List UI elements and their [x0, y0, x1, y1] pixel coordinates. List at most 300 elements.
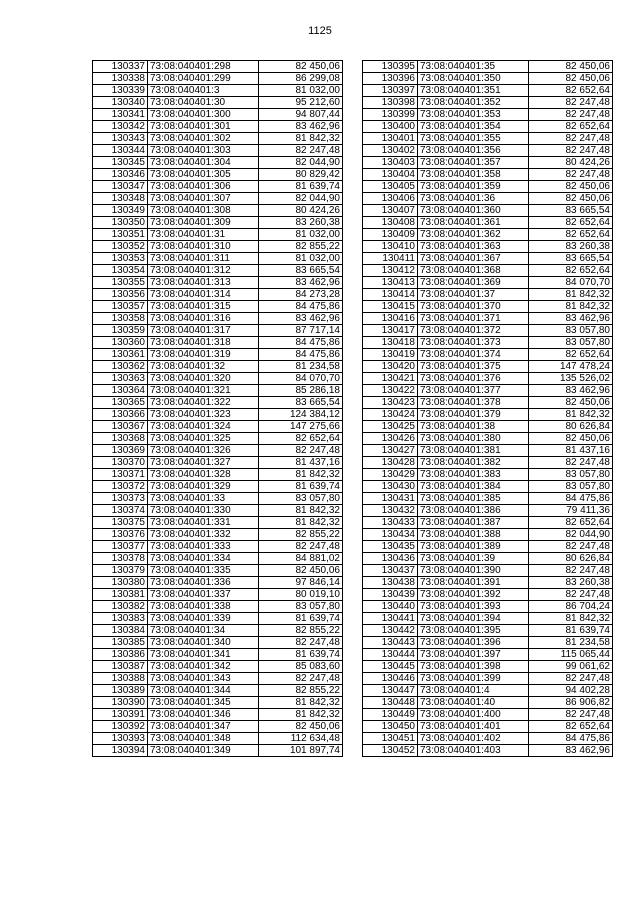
row-number-cell: 130440: [363, 601, 418, 613]
row-number-cell: 130421: [363, 373, 418, 385]
value-cell: 81 842,32: [259, 469, 343, 481]
cadastral-number-cell: 73:08:040401:306: [148, 181, 259, 193]
table-row: [363, 733, 613, 745]
row-number-cell: 130437: [363, 565, 418, 577]
cadastral-number-cell: 73:08:040401:31: [148, 229, 259, 241]
cadastral-number-cell: 73:08:040401:304: [148, 157, 259, 169]
row-number-cell: 130370: [93, 457, 148, 469]
table-row: [363, 481, 613, 493]
row-number-cell: 130337: [93, 61, 148, 73]
cadastral-number-cell: 73:08:040401:298: [148, 61, 259, 73]
cadastral-number-cell: 73:08:040401:313: [148, 277, 259, 289]
cadastral-number-cell: 73:08:040401:309: [148, 217, 259, 229]
row-number-cell: 130443: [363, 637, 418, 649]
value-cell: 94 402,28: [529, 685, 613, 697]
row-number-cell: 130349: [93, 205, 148, 217]
row-number-cell: 130339: [93, 85, 148, 97]
cadastral-number-cell: 73:08:040401:379: [418, 409, 529, 421]
cadastral-number-cell: 73:08:040401:370: [418, 301, 529, 313]
row-number-cell: 130382: [93, 601, 148, 613]
value-cell: 84 475,86: [259, 349, 343, 361]
value-cell: 81 842,32: [259, 697, 343, 709]
value-cell: 82 247,48: [259, 673, 343, 685]
value-cell: 80 019,10: [259, 589, 343, 601]
table-row: [93, 469, 343, 481]
row-number-cell: 130427: [363, 445, 418, 457]
value-cell: 83 462,96: [259, 121, 343, 133]
value-cell: 87 717,14: [259, 325, 343, 337]
table-row: [93, 505, 343, 517]
table-row: [363, 241, 613, 253]
row-number-cell: 130393: [93, 733, 148, 745]
value-cell: 81 842,32: [259, 505, 343, 517]
value-cell: 81 437,16: [529, 445, 613, 457]
value-cell: 124 384,12: [259, 409, 343, 421]
row-number-cell: 130358: [93, 313, 148, 325]
row-number-cell: 130365: [93, 397, 148, 409]
table-row: [363, 85, 613, 97]
value-cell: 82 652,64: [529, 265, 613, 277]
cadastral-number-cell: 73:08:040401:4: [418, 685, 529, 697]
value-cell: 82 247,48: [259, 445, 343, 457]
value-cell: 83 260,38: [529, 577, 613, 589]
value-cell: 82 247,48: [529, 169, 613, 181]
cadastral-number-cell: 73:08:040401:325: [148, 433, 259, 445]
value-cell: 82 652,64: [529, 85, 613, 97]
cadastral-number-cell: 73:08:040401:305: [148, 169, 259, 181]
cadastral-number-cell: 73:08:040401:358: [418, 169, 529, 181]
value-cell: 80 626,84: [529, 553, 613, 565]
table-row: [363, 289, 613, 301]
row-number-cell: 130434: [363, 529, 418, 541]
row-number-cell: 130431: [363, 493, 418, 505]
table-row: [93, 673, 343, 685]
row-number-cell: 130359: [93, 325, 148, 337]
table-row: [93, 517, 343, 529]
row-number-cell: 130378: [93, 553, 148, 565]
cadastral-number-cell: 73:08:040401:382: [418, 457, 529, 469]
table-row: [93, 685, 343, 697]
table-row: [363, 625, 613, 637]
cadastral-number-cell: 73:08:040401:362: [418, 229, 529, 241]
table-row: [93, 349, 343, 361]
row-number-cell: 130363: [93, 373, 148, 385]
table-row: [363, 673, 613, 685]
table-row: [363, 565, 613, 577]
value-cell: 81 639,74: [259, 649, 343, 661]
row-number-cell: 130429: [363, 469, 418, 481]
row-number-cell: 130416: [363, 313, 418, 325]
value-cell: 81 639,74: [259, 613, 343, 625]
value-cell: 81 032,00: [259, 85, 343, 97]
value-cell: 81 842,32: [529, 613, 613, 625]
row-number-cell: 130399: [363, 109, 418, 121]
row-number-cell: 130402: [363, 145, 418, 157]
cadastral-number-cell: 73:08:040401:34: [148, 625, 259, 637]
cadastral-number-cell: 73:08:040401:337: [148, 589, 259, 601]
cadastral-number-cell: 73:08:040401:328: [148, 469, 259, 481]
row-number-cell: 130352: [93, 241, 148, 253]
row-number-cell: 130361: [93, 349, 148, 361]
table-row: [93, 745, 343, 757]
cadastral-number-cell: 73:08:040401:332: [148, 529, 259, 541]
row-number-cell: 130389: [93, 685, 148, 697]
value-cell: 85 083,60: [259, 661, 343, 673]
value-cell: 82 652,64: [529, 217, 613, 229]
row-number-cell: 130342: [93, 121, 148, 133]
table-row: [363, 589, 613, 601]
cadastral-number-cell: 73:08:040401:320: [148, 373, 259, 385]
cadastral-number-cell: 73:08:040401:388: [418, 529, 529, 541]
row-number-cell: 130388: [93, 673, 148, 685]
row-number-cell: 130373: [93, 493, 148, 505]
cadastral-number-cell: 73:08:040401:375: [418, 361, 529, 373]
cadastral-number-cell: 73:08:040401:348: [148, 733, 259, 745]
register-table-right: [362, 60, 613, 757]
table-row: [363, 529, 613, 541]
table-row: [93, 649, 343, 661]
cadastral-number-cell: 73:08:040401:32: [148, 361, 259, 373]
row-number-cell: 130386: [93, 649, 148, 661]
row-number-cell: 130345: [93, 157, 148, 169]
cadastral-number-cell: 73:08:040401:386: [418, 505, 529, 517]
value-cell: 83 260,38: [259, 217, 343, 229]
table-row: [363, 61, 613, 73]
cadastral-number-cell: 73:08:040401:339: [148, 613, 259, 625]
table-row: [93, 169, 343, 181]
table-row: [363, 205, 613, 217]
row-number-cell: 130392: [93, 721, 148, 733]
table-row: [363, 553, 613, 565]
cadastral-number-cell: 73:08:040401:311: [148, 253, 259, 265]
value-cell: 82 855,22: [259, 529, 343, 541]
value-cell: 81 842,32: [529, 409, 613, 421]
cadastral-number-cell: 73:08:040401:40: [418, 697, 529, 709]
table-row: [363, 445, 613, 457]
table-row: [363, 145, 613, 157]
cadastral-number-cell: 73:08:040401:357: [418, 157, 529, 169]
table-row: [93, 193, 343, 205]
table-row: [93, 181, 343, 193]
value-cell: 84 475,86: [259, 337, 343, 349]
table-row: [363, 493, 613, 505]
value-cell: 80 424,26: [529, 157, 613, 169]
value-cell: 82 247,48: [529, 709, 613, 721]
table-row: [363, 469, 613, 481]
cadastral-number-cell: 73:08:040401:326: [148, 445, 259, 457]
value-cell: 82 247,48: [529, 541, 613, 553]
value-cell: 97 846,14: [259, 577, 343, 589]
table-row: [93, 301, 343, 313]
value-cell: 81 639,74: [259, 181, 343, 193]
row-number-cell: 130419: [363, 349, 418, 361]
row-number-cell: 130338: [93, 73, 148, 85]
value-cell: 94 807,44: [259, 109, 343, 121]
row-number-cell: 130406: [363, 193, 418, 205]
cadastral-number-cell: 73:08:040401:341: [148, 649, 259, 661]
row-number-cell: 130424: [363, 409, 418, 421]
cadastral-number-cell: 73:08:040401:346: [148, 709, 259, 721]
cadastral-number-cell: 73:08:040401:361: [418, 217, 529, 229]
table-row: [363, 121, 613, 133]
row-number-cell: 130449: [363, 709, 418, 721]
cadastral-number-cell: 73:08:040401:324: [148, 421, 259, 433]
cadastral-number-cell: 73:08:040401:36: [418, 193, 529, 205]
cadastral-number-cell: 73:08:040401:367: [418, 253, 529, 265]
table-row: [93, 589, 343, 601]
value-cell: 86 704,24: [529, 601, 613, 613]
table-row: [363, 421, 613, 433]
value-cell: 83 462,96: [529, 313, 613, 325]
cadastral-number-cell: 73:08:040401:376: [418, 373, 529, 385]
cadastral-number-cell: 73:08:040401:317: [148, 325, 259, 337]
row-number-cell: 130428: [363, 457, 418, 469]
value-cell: 83 665,54: [259, 265, 343, 277]
cadastral-number-cell: 73:08:040401:347: [148, 721, 259, 733]
table-row: [363, 745, 613, 757]
value-cell: 83 665,54: [529, 205, 613, 217]
row-number-cell: 130430: [363, 481, 418, 493]
row-number-cell: 130343: [93, 133, 148, 145]
table-row: [363, 433, 613, 445]
table-row: [363, 313, 613, 325]
value-cell: 80 424,26: [259, 205, 343, 217]
row-number-cell: 130371: [93, 469, 148, 481]
row-number-cell: 130395: [363, 61, 418, 73]
row-number-cell: 130351: [93, 229, 148, 241]
value-cell: 81 437,16: [259, 457, 343, 469]
row-number-cell: 130418: [363, 337, 418, 349]
cadastral-number-cell: 73:08:040401:35: [418, 61, 529, 73]
value-cell: 99 061,62: [529, 661, 613, 673]
row-number-cell: 130346: [93, 169, 148, 181]
value-cell: 82 855,22: [259, 625, 343, 637]
row-number-cell: 130396: [363, 73, 418, 85]
value-cell: 83 260,38: [529, 241, 613, 253]
row-number-cell: 130394: [93, 745, 148, 757]
table-row: [93, 553, 343, 565]
value-cell: 79 411,36: [529, 505, 613, 517]
value-cell: 135 526,02: [529, 373, 613, 385]
table-row: [363, 685, 613, 697]
table-row: [363, 73, 613, 85]
cadastral-number-cell: 73:08:040401:343: [148, 673, 259, 685]
table-row: [93, 457, 343, 469]
cadastral-number-cell: 73:08:040401:396: [418, 637, 529, 649]
value-cell: 147 478,24: [529, 361, 613, 373]
row-number-cell: 130400: [363, 121, 418, 133]
table-row: [363, 397, 613, 409]
value-cell: 82 247,48: [259, 541, 343, 553]
cadastral-number-cell: 73:08:040401:351: [418, 85, 529, 97]
value-cell: 82 247,48: [259, 145, 343, 157]
table-row: [93, 409, 343, 421]
cadastral-number-cell: 73:08:040401:356: [418, 145, 529, 157]
cadastral-number-cell: 73:08:040401:394: [418, 613, 529, 625]
table-row: [363, 541, 613, 553]
cadastral-number-cell: 73:08:040401:402: [418, 733, 529, 745]
table-row: [363, 613, 613, 625]
cadastral-number-cell: 73:08:040401:299: [148, 73, 259, 85]
row-number-cell: 130355: [93, 277, 148, 289]
value-cell: 83 057,80: [529, 469, 613, 481]
row-number-cell: 130439: [363, 589, 418, 601]
table-row: [93, 229, 343, 241]
row-number-cell: 130397: [363, 85, 418, 97]
value-cell: 83 462,96: [529, 745, 613, 757]
value-cell: 82 247,48: [259, 637, 343, 649]
row-number-cell: 130369: [93, 445, 148, 457]
cadastral-number-cell: 73:08:040401:350: [418, 73, 529, 85]
cadastral-number-cell: 73:08:040401:310: [148, 241, 259, 253]
value-cell: 82 450,06: [529, 397, 613, 409]
cadastral-number-cell: 73:08:040401:318: [148, 337, 259, 349]
cadastral-number-cell: 73:08:040401:316: [148, 313, 259, 325]
row-number-cell: 130348: [93, 193, 148, 205]
table-row: [93, 253, 343, 265]
value-cell: 83 057,80: [529, 337, 613, 349]
row-number-cell: 130380: [93, 577, 148, 589]
row-number-cell: 130408: [363, 217, 418, 229]
value-cell: 82 247,48: [529, 565, 613, 577]
value-cell: 101 897,74: [259, 745, 343, 757]
cadastral-number-cell: 73:08:040401:322: [148, 397, 259, 409]
value-cell: 83 462,96: [259, 277, 343, 289]
value-cell: 81 639,74: [529, 625, 613, 637]
row-number-cell: 130379: [93, 565, 148, 577]
table-row: [93, 121, 343, 133]
row-number-cell: 130356: [93, 289, 148, 301]
row-number-cell: 130452: [363, 745, 418, 757]
table-row: [363, 721, 613, 733]
row-number-cell: 130450: [363, 721, 418, 733]
value-cell: 83 057,80: [529, 325, 613, 337]
table-row: [93, 421, 343, 433]
row-number-cell: 130347: [93, 181, 148, 193]
cadastral-number-cell: 73:08:040401:330: [148, 505, 259, 517]
cadastral-number-cell: 73:08:040401:354: [418, 121, 529, 133]
table-row: [363, 337, 613, 349]
table-row: [363, 217, 613, 229]
cadastral-number-cell: 73:08:040401:383: [418, 469, 529, 481]
table-row: [363, 169, 613, 181]
cadastral-number-cell: 73:08:040401:368: [418, 265, 529, 277]
cadastral-number-cell: 73:08:040401:333: [148, 541, 259, 553]
table-row: [93, 565, 343, 577]
cadastral-number-cell: 73:08:040401:349: [148, 745, 259, 757]
row-number-cell: 130403: [363, 157, 418, 169]
row-number-cell: 130436: [363, 553, 418, 565]
value-cell: 82 450,06: [259, 565, 343, 577]
cadastral-number-cell: 73:08:040401:400: [418, 709, 529, 721]
row-number-cell: 130420: [363, 361, 418, 373]
table-row: [363, 637, 613, 649]
value-cell: 82 044,90: [259, 193, 343, 205]
value-cell: 82 247,48: [529, 457, 613, 469]
value-cell: 83 057,80: [259, 601, 343, 613]
table-row: [93, 721, 343, 733]
value-cell: 81 842,32: [529, 301, 613, 313]
cadastral-number-cell: 73:08:040401:314: [148, 289, 259, 301]
row-number-cell: 130409: [363, 229, 418, 241]
cadastral-number-cell: 73:08:040401:303: [148, 145, 259, 157]
table-row: [93, 397, 343, 409]
cadastral-number-cell: 73:08:040401:387: [418, 517, 529, 529]
value-cell: 84 070,70: [529, 277, 613, 289]
row-number-cell: 130390: [93, 697, 148, 709]
row-number-cell: 130442: [363, 625, 418, 637]
table-row: [93, 109, 343, 121]
value-cell: 82 652,64: [529, 349, 613, 361]
value-cell: 81 032,00: [259, 229, 343, 241]
table-row: [363, 697, 613, 709]
table-row: [363, 301, 613, 313]
table-row: [93, 145, 343, 157]
row-number-cell: 130433: [363, 517, 418, 529]
row-number-cell: 130387: [93, 661, 148, 673]
table-row: [93, 493, 343, 505]
table-row: [93, 325, 343, 337]
value-cell: 82 652,64: [529, 721, 613, 733]
table-row: [93, 661, 343, 673]
value-cell: 95 212,60: [259, 97, 343, 109]
cadastral-number-cell: 73:08:040401:37: [418, 289, 529, 301]
row-number-cell: 130368: [93, 433, 148, 445]
value-cell: 82 247,48: [529, 109, 613, 121]
row-number-cell: 130360: [93, 337, 148, 349]
value-cell: 81 032,00: [259, 253, 343, 265]
row-number-cell: 130372: [93, 481, 148, 493]
value-cell: 82 450,06: [529, 73, 613, 85]
table-row: [363, 133, 613, 145]
row-number-cell: 130407: [363, 205, 418, 217]
value-cell: 82 450,06: [259, 721, 343, 733]
value-cell: 82 247,48: [529, 133, 613, 145]
table-row: [93, 73, 343, 85]
row-number-cell: 130376: [93, 529, 148, 541]
value-cell: 82 855,22: [259, 685, 343, 697]
value-cell: 80 829,42: [259, 169, 343, 181]
value-cell: 86 299,08: [259, 73, 343, 85]
row-number-cell: 130381: [93, 589, 148, 601]
row-number-cell: 130413: [363, 277, 418, 289]
row-number-cell: 130445: [363, 661, 418, 673]
cadastral-number-cell: 73:08:040401:401: [418, 721, 529, 733]
cadastral-number-cell: 73:08:040401:338: [148, 601, 259, 613]
table-row: [363, 661, 613, 673]
value-cell: 82 247,48: [529, 589, 613, 601]
cadastral-number-cell: 73:08:040401:378: [418, 397, 529, 409]
cadastral-number-cell: 73:08:040401:342: [148, 661, 259, 673]
table-row: [93, 541, 343, 553]
value-cell: 82 247,48: [529, 673, 613, 685]
table-row: [93, 313, 343, 325]
table-row: [363, 361, 613, 373]
cadastral-number-cell: 73:08:040401:371: [418, 313, 529, 325]
cadastral-number-cell: 73:08:040401:345: [148, 697, 259, 709]
table-row: [93, 625, 343, 637]
table-row: [93, 709, 343, 721]
cadastral-number-cell: 73:08:040401:359: [418, 181, 529, 193]
register-table-left-body: [93, 61, 343, 757]
table-row: [93, 529, 343, 541]
cadastral-number-cell: 73:08:040401:334: [148, 553, 259, 565]
cadastral-number-cell: 73:08:040401:380: [418, 433, 529, 445]
table-row: [93, 133, 343, 145]
row-number-cell: 130423: [363, 397, 418, 409]
table-row: [93, 577, 343, 589]
table-row: [93, 85, 343, 97]
